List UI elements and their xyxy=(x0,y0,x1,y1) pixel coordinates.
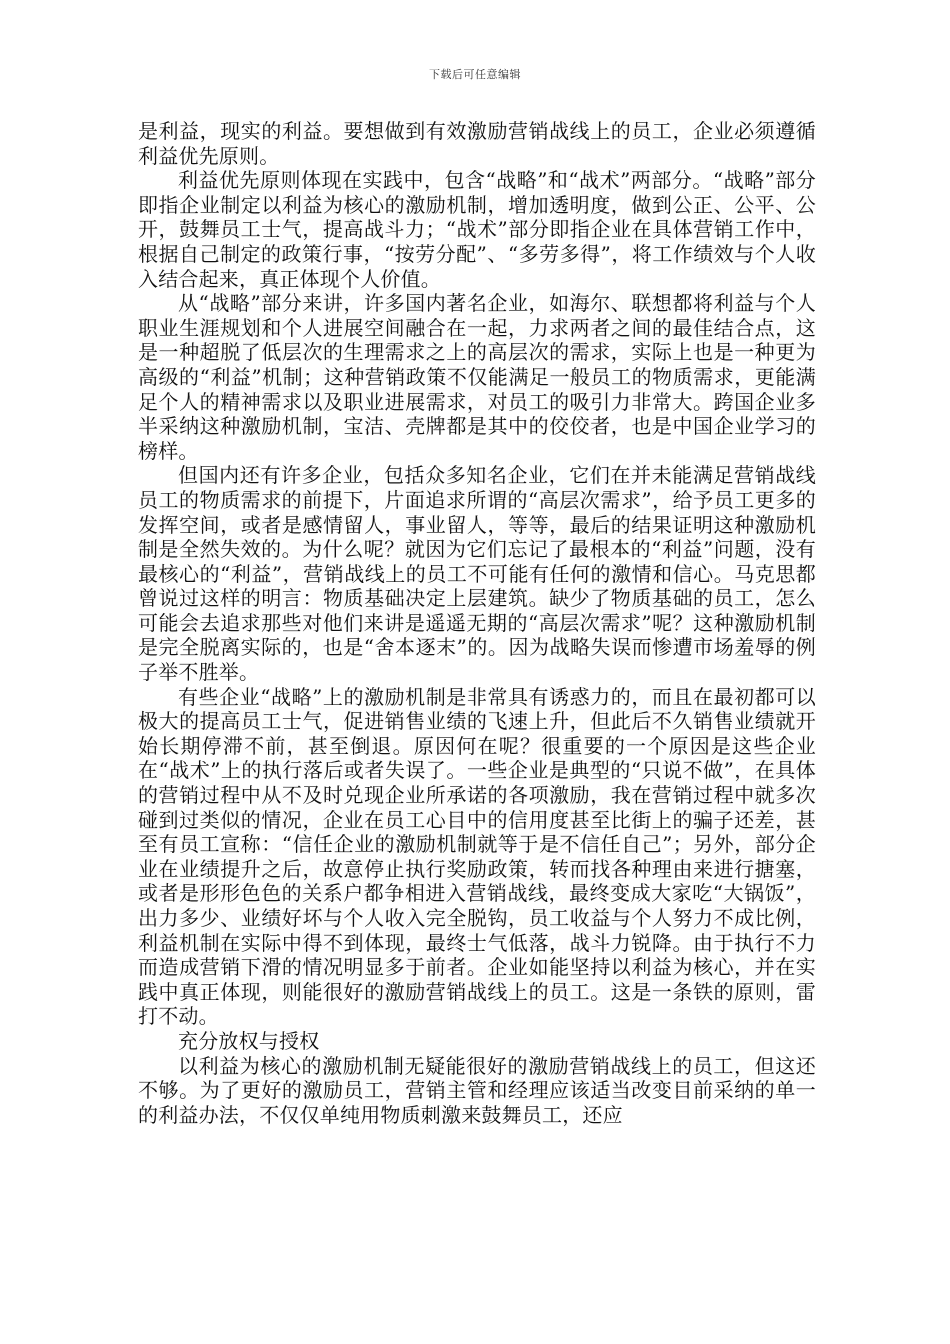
page-header: 下载后可任意编辑 xyxy=(429,68,521,81)
paragraph-strategy: 从“战略”部分来讲，许多国内著名企业，如海尔、联想都将利益与个人职业生涯规划和个人进展空间融合在一起，力求两者之间的最佳结合点，这是一种超脱了低层次的生理需求之上的高层次的需求，实际上也是一种更为高级的“利益”机制；这种营销政策不仅能满足一般员工的物质需求，更能满足个人的精神需求以及职业进展需求，对员工的吸引力非常大。跨国企业多半采纳这种激励机制，宝洁、壳牌都是其中的佼佼者，也是中国企业学习的榜样。 xyxy=(138,291,816,463)
paragraph-domestic-enterprises: 但国内还有许多企业，包括众多知名企业，它们在并未能满足营销战线员工的物质需求的前提下，片面追求所谓的“高层次需求”，给予员工更多的发挥空间，或者是感情留人，事业留人，等等，最后的结果证明这种激励机制是全然失效的。为什么呢？就因为它们忘记了最根本的“利益”问题，没有最核心的“利益”，营销战线上的员工不可能有任何的激情和信心。马克思都曾说过这样的明言：物质基础决定上层建筑。缺少了物质基础的员工，怎么可能会去追求那些对他们来讲是遥遥无期的“高层次需求”呢？这种激励机制是完全脱离实际的，也是“舍本逐末”的。因为战略失误而惨遭市场羞辱的例子举不胜举。 xyxy=(138,463,816,685)
document-body xyxy=(138,119,816,1127)
paragraph-tactics: 有些企业“战略”上的激励机制是非常具有诱惑力的，而且在最初都可以极大的提高员工士气，促进销售业绩的飞速上升，但此后不久销售业绩就开始长期停滞不前，甚至倒退。原因何在呢？很重要的一个原因是这些企业在“战术”上的执行落后或者失误了。一些企业是典型的“只说不做”，在具体的营销过程中从不及时兑现企业所承诺的各项激励，我在营销过程中就多次碰到过类似的情况，企业在员工心目中的信用度甚至比街上的骗子还差，甚至有员工宣称：“信任企业的激励机制就等于是不信任自己”；另外，部分企业在业绩提升之后，故意停止执行奖励政策，转而找各种理由来进行搪塞，或者是形形色色的关系户都争相进入营销战线，最终变成大家吃“大锅饭”，出力多少、业绩好坏与个人收入完全脱钩，员工收益与个人努力不成比例，利益机制在实际中得不到体现，最终士气低落，战斗力锐降。由于执行不力而造成营销下滑的情况明显多于前者。企业如能坚持以利益为核心，并在实践中真正体现，则能很好的激励营销战线上的员工。这是一条铁的原则，雷打不动。 xyxy=(138,684,816,1029)
paragraph-empowerment: 以利益为核心的激励机制无疑能很好的激励营销战线上的员工，但这还不够。为了更好的激励员工，营销主管和经理应该适当改变目前采纳的单一的利益办法，不仅仅单纯用物质刺激来鼓舞员工，还应 xyxy=(138,1053,816,1127)
section-heading: 充分放权与授权 xyxy=(178,1028,320,1053)
paragraph-continuation: 是利益，现实的利益。要想做到有效激励营销战线上的员工，企业必须遵循利益优先原则。 xyxy=(138,119,816,168)
paragraph-benefit-priority: 利益优先原则体现在实践中，包含“战略”和“战术”两部分。“战略”部分即指企业制定以利益为核心的激励机制，增加透明度，做到公正、公平、公开，鼓舞员工士气，提高战斗力；“战术”部分即指企业在具体营销工作中，根据自己制定的政策行事，“按劳分配”、“多劳多得”，将工作绩效与个人收入结合起来，真正体现个人价值。 xyxy=(138,168,816,291)
